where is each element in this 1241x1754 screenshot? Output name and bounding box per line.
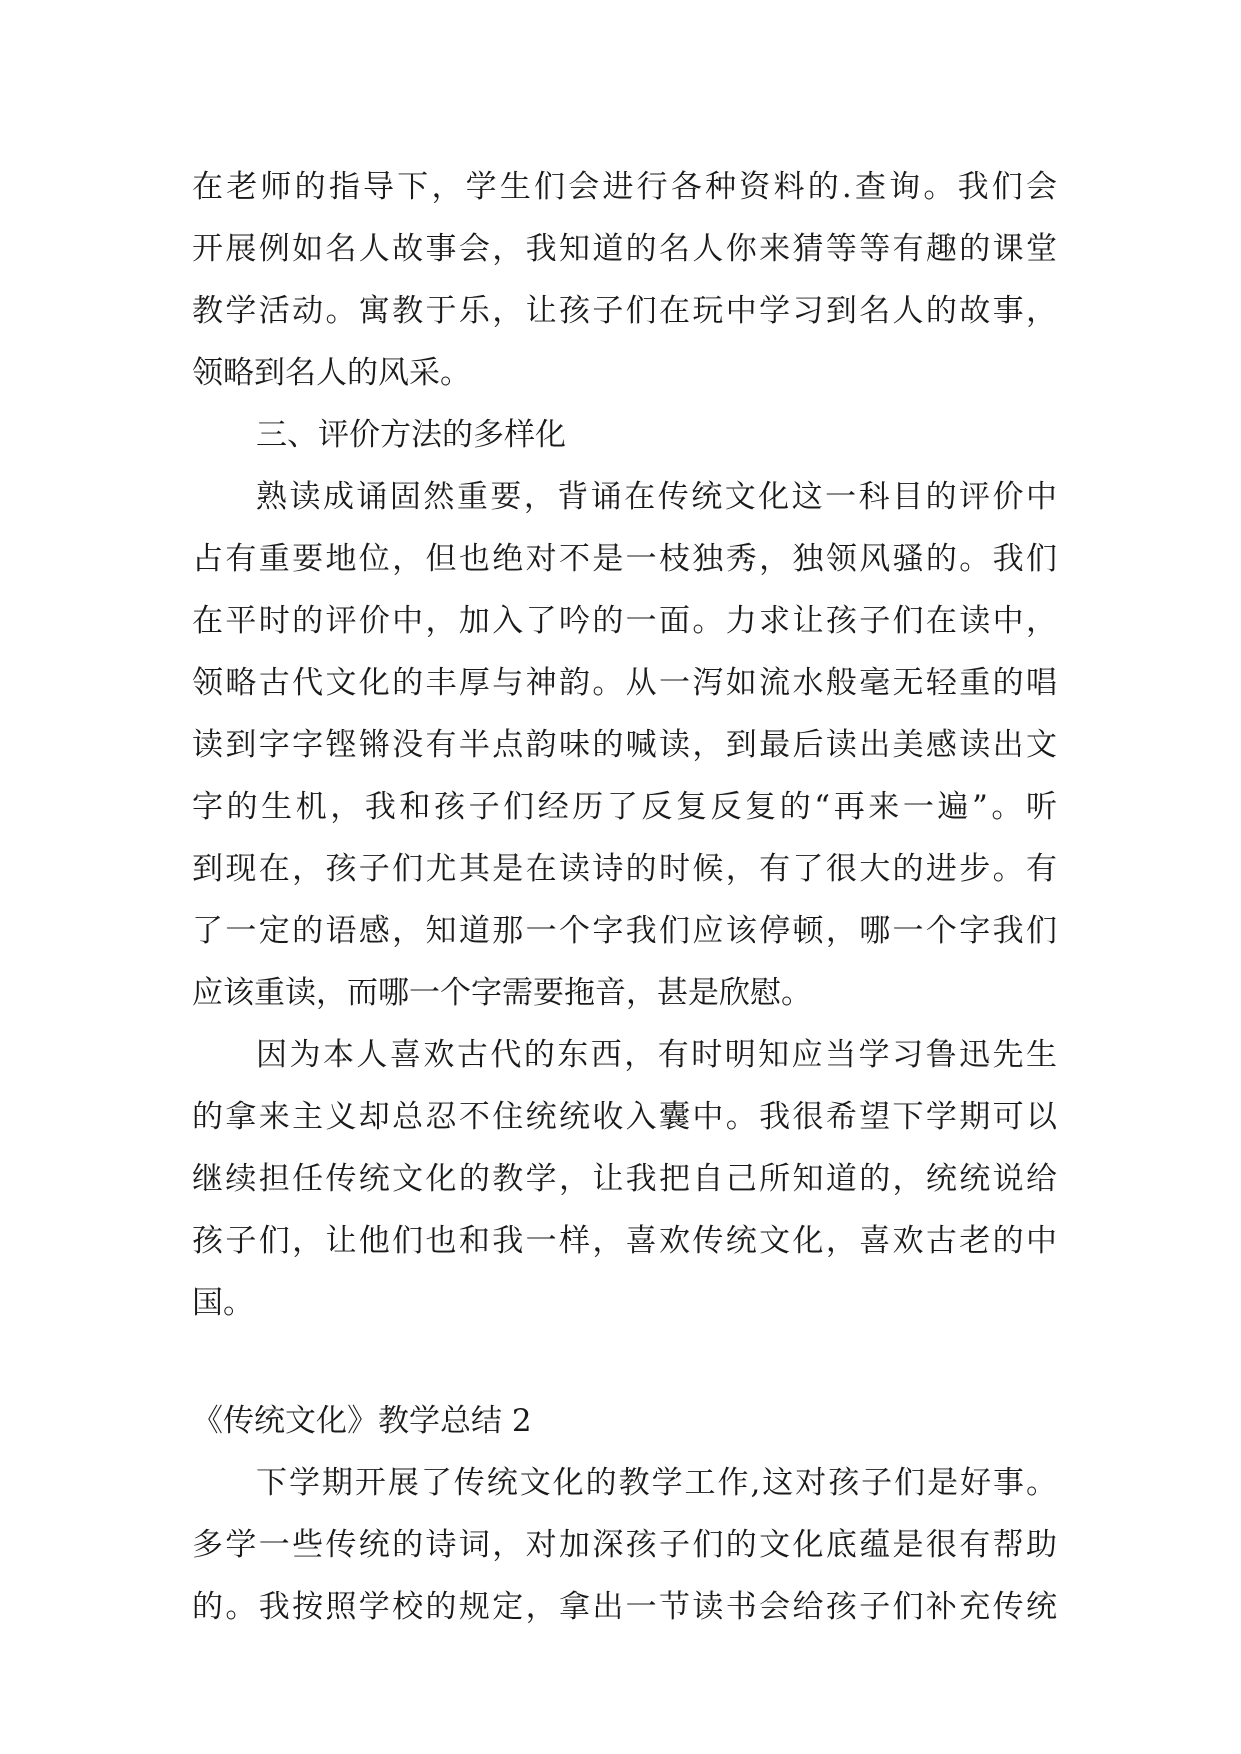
section-heading: 三、评价方法的多样化 [256,417,566,453]
text-line: 的。我按照学校的规定，拿出一节读书会给孩子们补充传统 [192,1589,1057,1625]
text-line: 到现在，孩子们尤其是在读诗的时候，有了很大的进步。有 [192,851,1057,887]
text-line: 熟读成诵固然重要，背诵在传统文化这一科目的评价中 [256,479,1057,515]
text-line: 在平时的评价中，加入了吟的一面。力求让孩子们在读中， [192,603,1057,639]
document-title: 《传统文化》教学总结 2 [192,1403,532,1439]
section-gap [192,1334,1057,1390]
text-line: 应该重读，而哪一个字需要拖音，甚是欣慰。 [192,975,812,1011]
text-line: 因为本人喜欢古代的东西，有时明知应当学习鲁迅先生 [256,1037,1057,1073]
text-line: 的拿来主义却总忍不住统统收入囊中。我很希望下学期可以 [192,1099,1057,1135]
document-body [192,156,1057,1638]
text-line: 国。 [192,1285,254,1321]
text-line: 孩子们，让他们也和我一样，喜欢传统文化，喜欢古老的中 [192,1223,1057,1259]
paragraph [192,1452,1057,1638]
paragraph [192,1024,1057,1334]
text-line: 领略到名人的风采。 [192,355,471,391]
text-line: 读到字字铿锵没有半点韵味的喊读，到最后读出美感读出文 [192,727,1057,763]
paragraph [192,466,1057,1024]
text-line: 开展例如名人故事会，我知道的名人你来猜等等有趣的课堂 [192,231,1057,267]
text-line: 教学活动。寓教于乐，让孩子们在玩中学习到名人的故事， [192,293,1057,329]
text-line: 继续担任传统文化的教学，让我把自己所知道的，统统说给 [192,1161,1057,1197]
text-line: 下学期开展了传统文化的教学工作,这对孩子们是好事。 [256,1465,1057,1501]
text-line: 字的生机，我和孩子们经历了反复反复的“再来一遍”。听 [192,789,1057,825]
text-line: 多学一些传统的诗词，对加深孩子们的文化底蕴是很有帮助 [192,1527,1057,1563]
paragraph [192,156,1057,404]
text-line: 在老师的指导下，学生们会进行各种资料的.查询。我们会 [192,169,1057,205]
text-line: 领略古代文化的丰厚与神韵。从一泻如流水般毫无轻重的唱 [192,665,1057,701]
text-line: 占有重要地位，但也绝对不是一枝独秀，独领风骚的。我们 [192,541,1057,577]
text-line: 了一定的语感，知道那一个字我们应该停顿，哪一个字我们 [192,913,1057,949]
